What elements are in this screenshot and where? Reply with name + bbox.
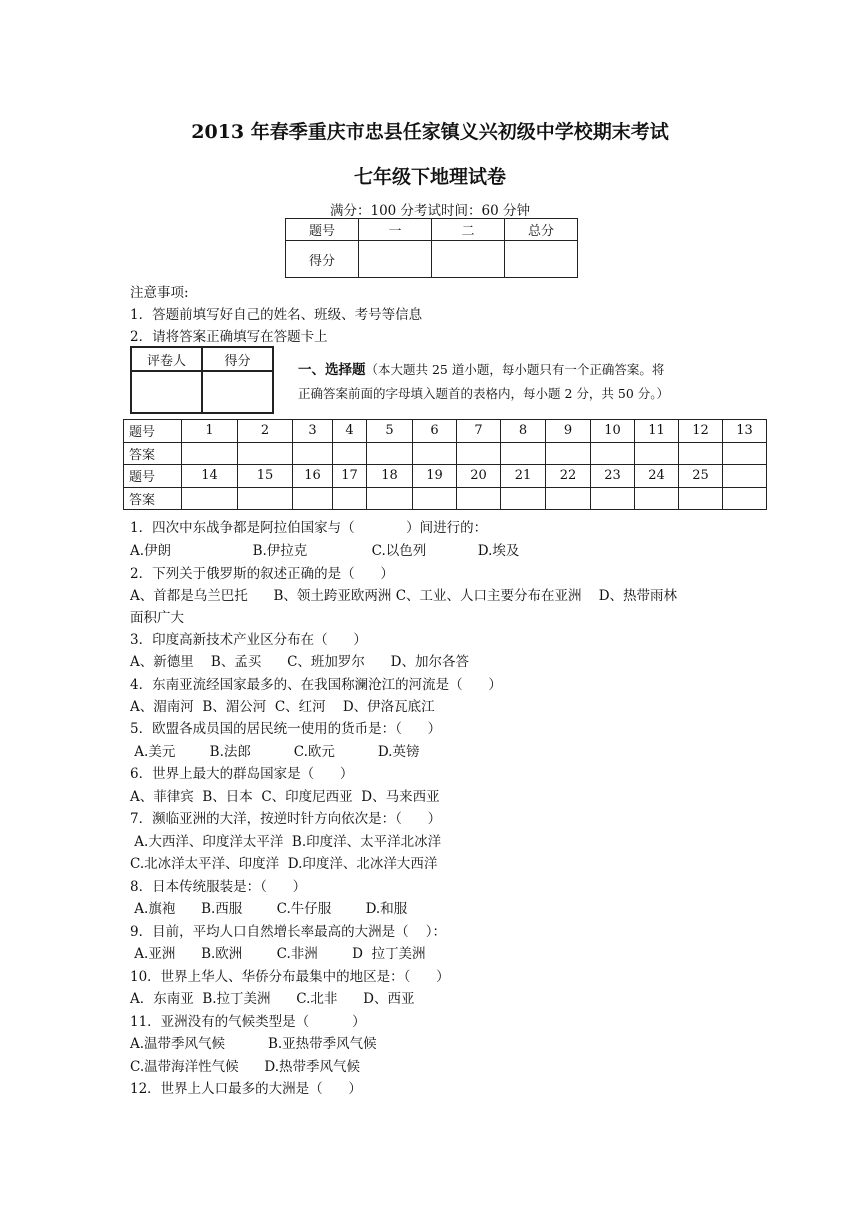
question-number-cell: 9: [546, 420, 591, 443]
section-note-1: （本大题共 25 道小题，每小题只有一个正确答案。将: [365, 362, 665, 377]
answer-cell[interactable]: [679, 442, 723, 465]
answer-grid: [123, 419, 767, 510]
question-line: A.美元 B.法郎 C.欧元 D.英镑: [130, 744, 420, 760]
answer-cell[interactable]: [238, 442, 293, 465]
section-title: 一、选择题: [298, 362, 366, 378]
question-line: 11．亚洲没有的气候类型是（ ）: [130, 1014, 366, 1030]
question-number-cell: 21: [501, 465, 546, 488]
notes-title: 注意事项:: [130, 285, 189, 301]
exam-info: 满分：100 分考试时间：60 分钟: [329, 203, 531, 219]
question-line: 4．东南亚流经国家最多的、在我国称澜沧江的河流是（ ）: [130, 677, 502, 693]
question-number-cell: 22: [546, 465, 591, 488]
question-line: 面积广大: [130, 610, 184, 626]
question-line: A、湄南河 B、湄公河 C、红河 D、伊洛瓦底江: [130, 699, 435, 715]
question-line: A.旗袍 B.西服 C.牛仔服 D.和服: [130, 901, 408, 917]
question-number-cell: [723, 465, 767, 488]
answer-cell[interactable]: [333, 442, 367, 465]
answer-cell[interactable]: [679, 487, 723, 510]
question-number-cell: 3: [293, 420, 333, 443]
grader-score-input-cell[interactable]: [202, 371, 273, 413]
section-note-2: 正确答案前面的字母填入题首的表格内，每小题 2 分，共 50 分。）: [298, 386, 670, 401]
question-number-cell: 23: [591, 465, 635, 488]
exam-subtitle: 七年级下地理试卷: [353, 166, 506, 188]
question-line: 3．印度高新技术产业区分布在（ ）: [130, 632, 367, 648]
question-number-cell: 7: [457, 420, 501, 443]
question-number-cell: 8: [501, 420, 546, 443]
score-row-label: 得分: [286, 241, 359, 278]
answer-cell[interactable]: [591, 487, 635, 510]
question-line: A.温带季风气候 B.亚热带季风气候: [130, 1036, 377, 1052]
question-line: 1．四次中东战争都是阿拉伯国家与（ ）间进行的：: [130, 520, 488, 536]
answer-cell[interactable]: [182, 442, 238, 465]
answer-cell[interactable]: [723, 487, 767, 510]
question-number-cell: 13: [723, 420, 767, 443]
answer-cell[interactable]: [501, 487, 546, 510]
score-table: [285, 218, 578, 278]
answer-cell[interactable]: [182, 487, 238, 510]
answer-cell[interactable]: [546, 487, 591, 510]
question-number-cell: 18: [367, 465, 413, 488]
score-header-cell: 总分: [505, 219, 578, 241]
question-number-cell: 4: [333, 420, 367, 443]
score-input-cell[interactable]: [505, 241, 578, 278]
question-number-cell: 11: [635, 420, 679, 443]
question-number-cell: 15: [238, 465, 293, 488]
question-number-cell: 25: [679, 465, 723, 488]
question-number-cell: 24: [635, 465, 679, 488]
question-line: A、菲律宾 B、日本 C、印度尼西亚 D、马来西亚: [130, 789, 440, 805]
score-input-cell[interactable]: [359, 241, 432, 278]
answer-cell[interactable]: [333, 487, 367, 510]
question-line: 12．世界上人口最多的大洲是（ ）: [130, 1081, 362, 1097]
question-number-cell: 17: [333, 465, 367, 488]
question-line: 6．世界上最大的群岛国家是（ ）: [130, 766, 354, 782]
answer-cell[interactable]: [591, 442, 635, 465]
grader-score-label: 得分: [202, 347, 273, 371]
question-number-cell: 16: [293, 465, 333, 488]
grader-box: [130, 346, 274, 414]
question-line: 10．世界上华人、华侨分布最集中的地区是：（ ）: [130, 969, 450, 985]
answer-row-label: 答案: [124, 442, 182, 465]
answer-cell[interactable]: [457, 442, 501, 465]
answer-row-label: 答案: [124, 487, 182, 510]
question-number-cell: 14: [182, 465, 238, 488]
question-number-cell: 20: [457, 465, 501, 488]
answer-cell[interactable]: [293, 487, 333, 510]
answer-cell[interactable]: [413, 487, 457, 510]
question-line: C.北冰洋太平洋、印度洋 D.印度洋、北冰洋大西洋: [130, 856, 438, 872]
section-heading: [298, 358, 748, 406]
question-line: A.伊朗 B.伊拉克 C.以色列 D.埃及: [130, 543, 520, 559]
grader-label: 评卷人: [131, 347, 202, 371]
question-line: 5．欧盟各成员国的居民统一使用的货币是：（ ）: [130, 721, 442, 737]
question-number-cell: 10: [591, 420, 635, 443]
answer-cell[interactable]: [367, 442, 413, 465]
exam-title: 2013 年春季重庆市忠县任家镇义兴初级中学校期末考试: [191, 121, 669, 143]
question-number-label: 题号: [124, 420, 182, 443]
note-item: 2．请将答案正确填写在答题卡上: [130, 329, 328, 345]
question-number-cell: 2: [238, 420, 293, 443]
answer-cell[interactable]: [546, 442, 591, 465]
question-number-cell: 5: [367, 420, 413, 443]
question-line: A、首都是乌兰巴托 B、领土跨亚欧两洲 C、工业、人口主要分布在亚洲 D、热带雨林: [130, 588, 678, 604]
question-line: A.亚洲 B.欧洲 C.非洲 D 拉丁美洲: [130, 946, 426, 962]
answer-cell[interactable]: [635, 442, 679, 465]
question-number-label: 题号: [124, 465, 182, 488]
answer-cell[interactable]: [457, 487, 501, 510]
note-item: 1．答题前填写好自己的姓名、班级、考号等信息: [130, 307, 423, 323]
answer-cell[interactable]: [723, 442, 767, 465]
answer-cell[interactable]: [238, 487, 293, 510]
question-line: 7．濒临亚洲的大洋，按逆时针方向依次是：（ ）: [130, 811, 442, 827]
question-line: C.温带海洋性气候 D.热带季风气候: [130, 1059, 361, 1075]
question-number-cell: 19: [413, 465, 457, 488]
score-header-cell: 一: [359, 219, 432, 241]
answer-cell[interactable]: [501, 442, 546, 465]
answer-cell[interactable]: [367, 487, 413, 510]
score-input-cell[interactable]: [432, 241, 505, 278]
score-header-cell: 二: [432, 219, 505, 241]
question-line: A、新德里 B、孟买 C、班加罗尔 D、加尔各答: [130, 654, 469, 670]
grader-input-cell[interactable]: [131, 371, 202, 413]
answer-cell[interactable]: [413, 442, 457, 465]
question-line: 9．目前，平均人口自然增长率最高的大洲是（ ）：: [130, 924, 447, 940]
question-line: A．东南亚 B.拉丁美洲 C.北非 D、西亚: [130, 991, 415, 1007]
question-number-cell: 6: [413, 420, 457, 443]
question-number-cell: 12: [679, 420, 723, 443]
question-line: 8．日本传统服装是：（ ）: [130, 879, 307, 895]
question-line: 2．下列关于俄罗斯的叙述正确的是（ ）: [130, 566, 394, 582]
score-header-cell: 题号: [286, 219, 359, 241]
question-line: A.大西洋、印度洋太平洋 B.印度洋、太平洋北冰洋: [130, 834, 442, 850]
answer-cell[interactable]: [293, 442, 333, 465]
answer-cell[interactable]: [635, 487, 679, 510]
question-number-cell: 1: [182, 420, 238, 443]
